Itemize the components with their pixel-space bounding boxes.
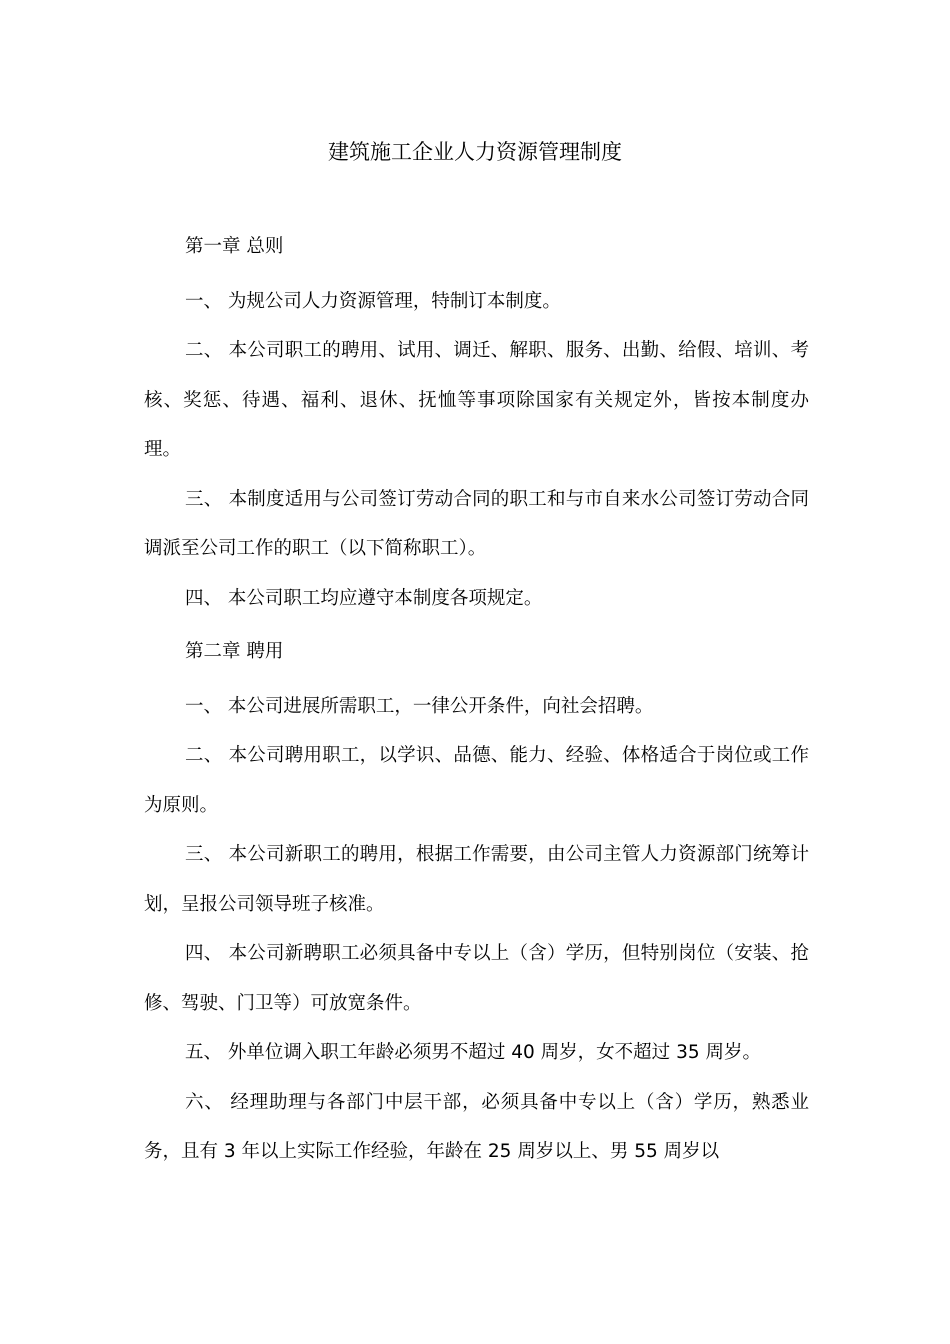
chapter-heading-employment: 第二章 聘用	[185, 641, 284, 662]
paragraph: 三、 本公司新职工的聘用，根据工作需要，由公司主管人力资源部门统筹计划，呈报公司领导班子核准。	[144, 844, 809, 915]
chapter-heading-general: 第一章 总则	[185, 236, 284, 257]
paragraph: 二、 本公司聘用职工，以学识、品德、能力、经验、体格适合于岗位或工作为原则。	[144, 745, 809, 816]
paragraph: 五、 外单位调入职工年龄必须男不超过 40 周岁，女不超过 35 周岁。	[185, 1042, 761, 1063]
document-title: 建筑施工企业人力资源管理制度	[328, 140, 622, 164]
paragraph: 一、 为规公司人力资源管理，特制订本制度。	[185, 290, 561, 312]
paragraph: 二、 本公司职工的聘用、试用、调迁、解职、服务、出勤、给假、培训、考核、奖惩、待遇、福利、退休、抚恤等事项除国家有关规定外，皆按本制度办理。	[144, 340, 809, 460]
paragraph: 四、 本公司新聘职工必须具备中专以上（含）学历，但特别岗位（安装、抢修、驾驶、门卫等）可放宽条件。	[144, 943, 809, 1014]
paragraph: 四、 本公司职工均应遵守本制度各项规定。	[185, 587, 543, 609]
document-body	[144, 222, 809, 1177]
paragraph: 三、 本制度适用与公司签订劳动合同的职工和与市自来水公司签订劳动合同调派至公司工作的职工（以下简称职工）。	[144, 488, 809, 559]
paragraph: 六、 经理助理与各部门中层干部，必须具备中专以上（含）学历，熟悉业务，且有 3 年以上实际工作经验，年龄在 25 周岁以上、男 55 周岁以	[144, 1091, 809, 1162]
paragraph: 一、 本公司进展所需职工，一律公开条件，向社会招聘。	[185, 695, 654, 717]
